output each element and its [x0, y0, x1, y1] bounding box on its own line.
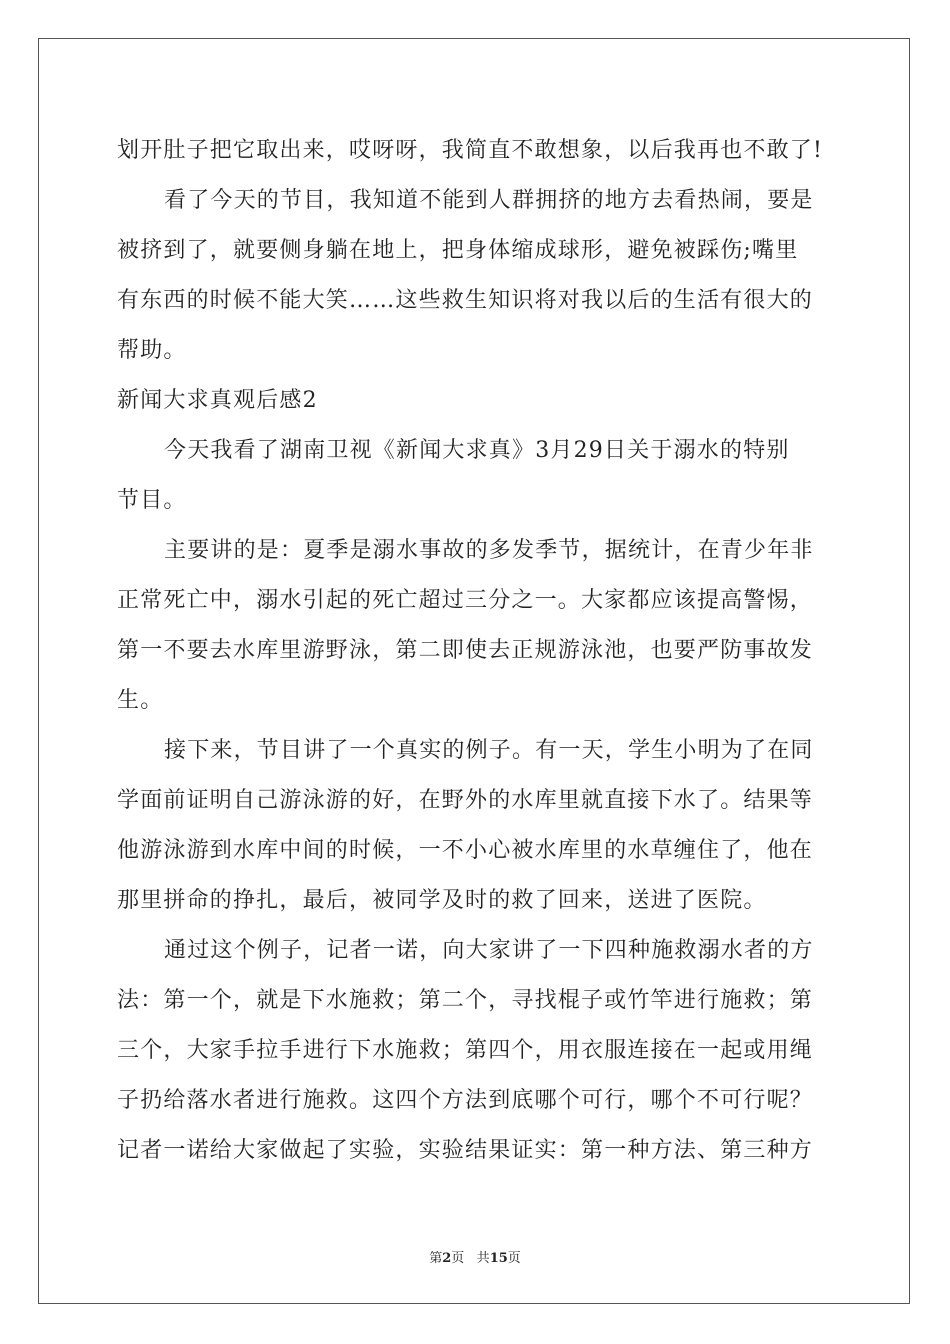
text-line: 记者一诺给大家做起了实验，实验结果证实：第一种方法、第三种方 — [117, 1138, 814, 1163]
page-footer — [0, 1247, 950, 1266]
paragraph-start-line: 主要讲的是：夏季是溺水事故的多发季节，据统计，在青少年非 — [164, 538, 814, 563]
paragraph-start-line: 今天我看了湖南卫视《新闻大求真》3月29日关于溺水的特别 — [164, 438, 790, 463]
text-line: 法：第一个，就是下水施救；第二个，寻找棍子或竹竿进行施救；第 — [117, 988, 814, 1013]
page-label-prefix: 第 — [429, 1251, 443, 1266]
text-line: 子扔给落水者进行施救。这四个方法到底哪个可行，哪个不可行呢？ — [117, 1088, 814, 1113]
page-number: 2 — [442, 1251, 452, 1266]
text-line: 那里拼命的挣扎，最后，被同学及时的救了回来，送进了医院。 — [117, 888, 767, 913]
page-label-suffix: 页 — [451, 1251, 465, 1266]
text-line: 有东西的时候不能大笑……这些救生知识将对我以后的生活有很大的 — [117, 288, 814, 313]
total-pages: 15 — [489, 1251, 508, 1266]
text-line: 第一不要去水库里游野泳，第二即使去正规游泳池，也要严防事故发 — [117, 638, 814, 663]
paragraph-start-line: 接下来，节目讲了一个真实的例子。有一天，学生小明为了在同 — [164, 738, 814, 763]
text-line: 被挤到了，就要侧身躺在地上，把身体缩成球形，避免被踩伤;嘴里 — [117, 238, 799, 263]
total-label-prefix: 共 — [476, 1251, 490, 1266]
text-line: 划开肚子把它取出来，哎呀呀，我简直不敢想象，以后我再也不敢了! — [117, 138, 824, 163]
text-line: 正常死亡中，溺水引起的死亡超过三分之一。大家都应该提高警惕， — [117, 588, 814, 613]
text-line: 节目。 — [117, 488, 187, 513]
paragraph-start-line: 看了今天的节目，我知道不能到人群拥挤的地方去看热闹，要是 — [164, 188, 814, 213]
total-label-suffix: 页 — [507, 1251, 521, 1266]
document-body — [117, 126, 837, 1176]
paragraph-start-line: 通过这个例子，记者一诺，向大家讲了一下四种施救溺水者的方 — [164, 938, 814, 963]
text-line: 三个，大家手拉手进行下水施救；第四个，用衣服连接在一起或用绳 — [117, 1038, 814, 1063]
text-line: 帮助。 — [117, 338, 187, 363]
text-line: 生。 — [117, 688, 164, 713]
text-line: 他游泳游到水库中间的时候，一不小心被水库里的水草缠住了，他在 — [117, 838, 814, 863]
section-heading: 新闻大求真观后感2 — [117, 388, 318, 413]
text-line: 学面前证明自己游泳游的好，在野外的水库里就直接下水了。结果等 — [117, 788, 814, 813]
